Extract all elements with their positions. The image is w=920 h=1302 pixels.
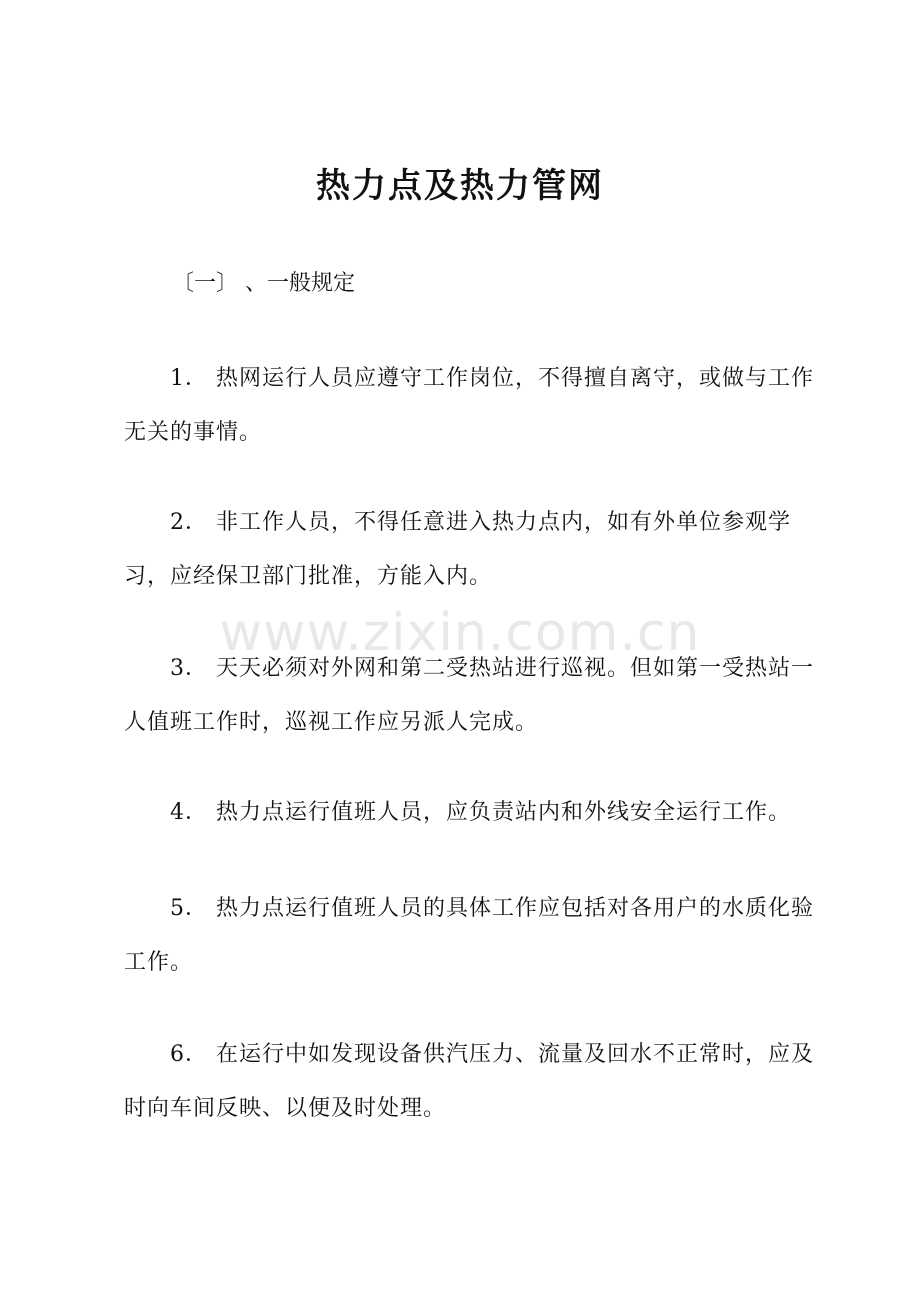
item-text: 在运行中如发现设备供汽压力、流量及回水不正常时，应及时向车间反映、以便及时处理。 xyxy=(124,1042,815,1121)
list-item xyxy=(124,1028,824,1136)
list-item xyxy=(124,786,824,840)
item-number: 3． xyxy=(170,656,208,681)
list-item xyxy=(124,882,824,990)
section-heading: 〔一〕 、一般规定 xyxy=(172,271,355,296)
item-number: 1． xyxy=(170,366,208,391)
watermark: www.zixin.com.cn xyxy=(219,603,701,663)
item-text: 热力点运行值班人员，应负责站内和外线安全运行工作。 xyxy=(216,800,792,825)
list-item xyxy=(124,496,824,604)
item-number: 5． xyxy=(170,896,208,921)
document-title: 热力点及热力管网 xyxy=(316,166,604,206)
item-number: 2． xyxy=(170,510,208,535)
list-item xyxy=(124,352,824,460)
item-text: 天天必须对外网和第二受热站进行巡视。但如第一受热站一人值班工作时，巡视工作应另派人完成。 xyxy=(124,656,815,735)
item-text: 热力点运行值班人员的具体工作应包括对各用户的水质化验工作。 xyxy=(124,896,815,975)
item-number: 6． xyxy=(170,1042,208,1067)
item-text: 非工作人员，不得任意进入热力点内，如有外单位参观学习，应经保卫部门批准，方能入内。 xyxy=(124,510,792,589)
list-item xyxy=(124,642,824,750)
item-text: 热网运行人员应遵守工作岗位，不得擅自离守，或做与工作无关的事情。 xyxy=(124,366,815,445)
item-number: 4． xyxy=(170,800,208,825)
